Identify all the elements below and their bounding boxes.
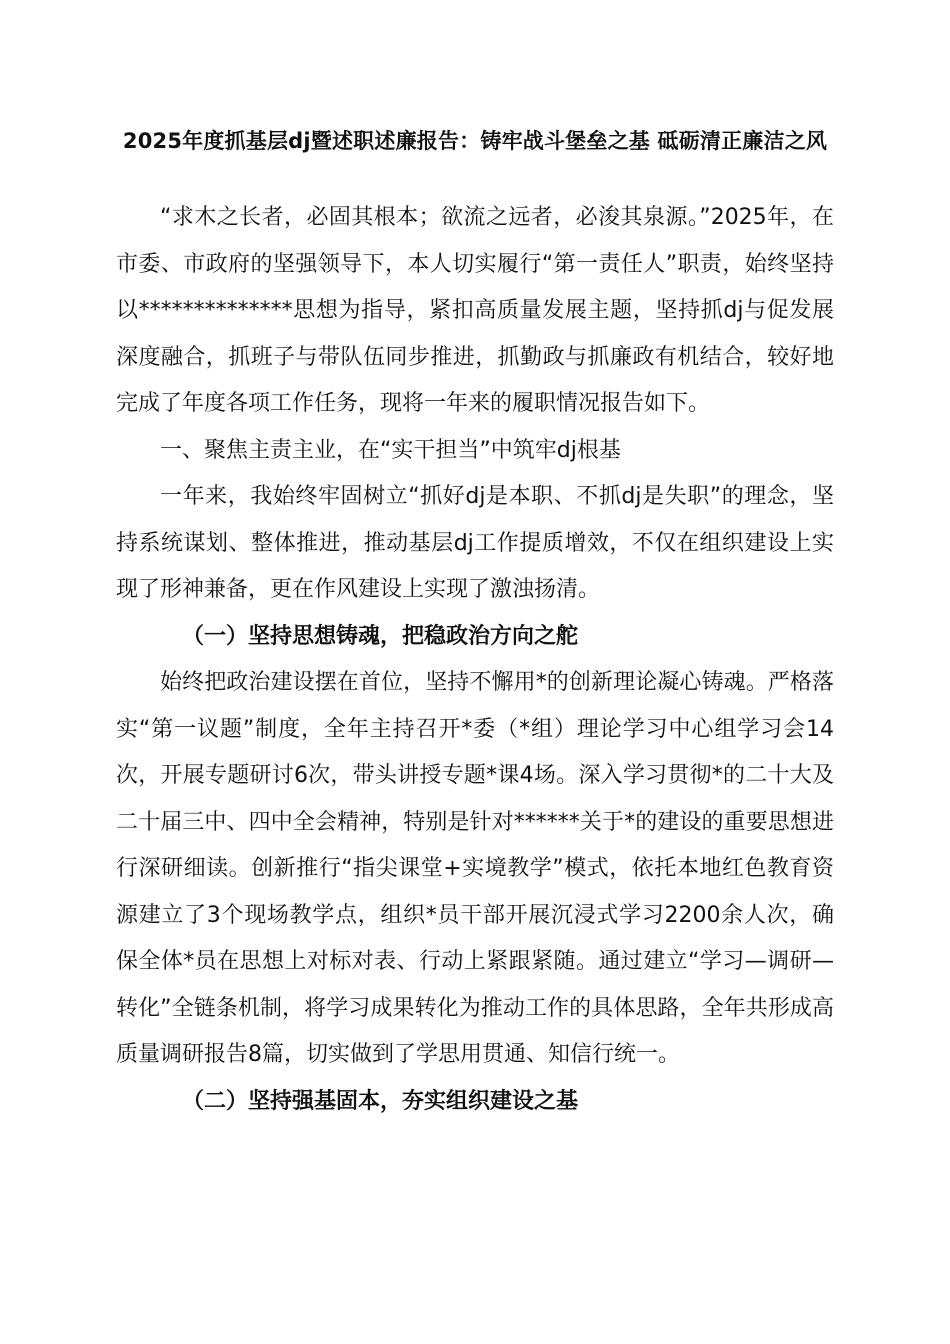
subsection-heading-2: （二）坚持强基固本，夯实组织建设之基 [182,1088,579,1114]
section-1-paragraph: 一年来，我始终牢固树立“抓好dj是本职、不抓dj是失职”的理念，坚持系统谋划、整体推进，推动基层dj工作提质增效，不仅在组织建设上实现了形神兼备，更在作风建设上实现了激浊扬清。 [116,484,834,602]
subsection-1-paragraph: 始终把政治建设摆在首位，坚持不懈用*的创新理论凝心铸魂。严格落实“第一议题”制度，全年主持召开*委（*组）理论学习中心组学习会14次，开展专题研讨6次，带头讲授专题*课4场。深入学习贯彻*的二十大及二十届三中、四中全会精神，特别是针对******关于*的建设的重要思想进行深研细读。创新推行“指尖课堂+实境教学”模式，依托本地红色教育资源建立了3个现场教学点，组织*员干部开展沉浸式学习2200余人次，确保全体*员在思想上对标对表、行动上紧跟紧随。通过建立“学习—调研—转化”全链条机制，将学习成果转化为推动工作的具体思路，全年共形成高质量调研报告8篇，切实做到了学思用贯通、知信行统一。 [116,670,834,1067]
section-heading-1: 一、聚焦主责主业，在“实干担当”中筑牢dj根基 [160,437,621,463]
document-title: 2025年度抓基层dj暨述职述廉报告：铸牢战斗堡垒之基 砥砺清正廉洁之风 [122,129,828,153]
intro-paragraph: “求木之长者，必固其根本；欲流之远者，必浚其泉源。”2025年，在市委、市政府的坚强领导下，本人切实履行“第一责任人”职责，始终坚持以**************思想为指导，紧扣高质量发展主题，坚持抓dj与促发展深度融合，抓班子与带队伍同步推进，抓勤政与抓廉政有机结合，较好地完成了年度各项工作任务，现将一年来的履职情况报告如下。 [116,205,834,416]
document-body [116,195,834,1125]
subsection-heading-1: （一）坚持思想铸魂，把稳政治方向之舵 [182,623,579,649]
document-content [116,121,834,1125]
